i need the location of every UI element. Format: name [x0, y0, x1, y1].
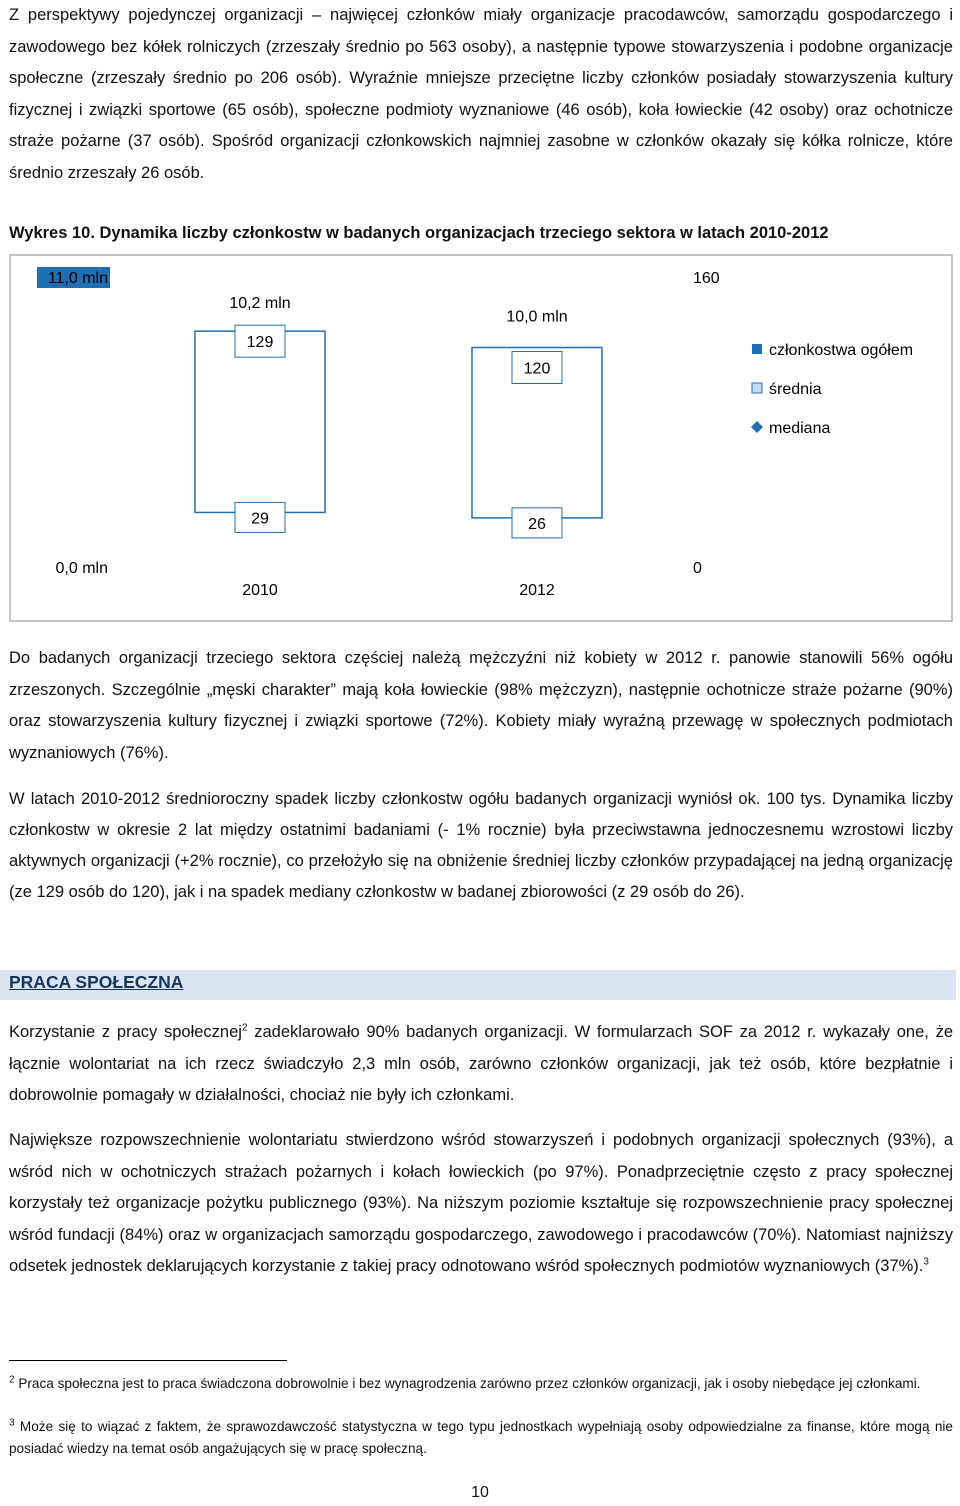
- section-header: [0, 970, 956, 1000]
- total-value-label-2010: 10,2 mln: [229, 295, 291, 313]
- footnote-ref-3[interactable]: 3: [923, 1256, 929, 1268]
- footnote-3-text: Może się to wiązać z faktem, że sprawozdawczość statystyczna w tego typu jednostkach wypełniają osoby odpowiedzialne za finanse, które mogą nie posiadać wiedzy na temat osób angażujących się w pracę społeczną.: [9, 1419, 953, 1456]
- footnote-3: [9, 1416, 953, 1460]
- footnote-3-number: 3: [9, 1417, 15, 1429]
- paragraph-dynamics: W latach 2010-2012 średnioroczny spadek liczby członkostw ogółu badanych organizacji wyniósł ok. 100 tys. Dynamika liczby członkostw w okresie 2 lat między ostatnimi badaniami (- 1% rocznie) była przeciwstawna jednoczesnemu wzrostowi liczby aktywnych organizacji (+2% rocznie), co przełożyło się na obniżenie średniej liczby członków przypadającej na jedną organizację (ze 129 osób do 120), jak i na spadek mediany członkostw w badanej zbiorowości (z 29 osób do 26).: [9, 790, 953, 901]
- legend-swatch-total: [752, 344, 762, 354]
- footnote-2-text: Praca społeczna jest to praca świadczona dobrowolnie i bez wynagrodzenia zarówno przez członków organizacji, jak i osoby niebędące jej członkami.: [14, 1376, 921, 1391]
- footnote-2: [9, 1373, 953, 1395]
- average-bar-2010: [195, 331, 325, 512]
- legend-label-total: członkostwa ogółem: [769, 342, 914, 359]
- paragraph-volunteering: [9, 1017, 953, 1112]
- left-axis-tick-max: 11,0 mln: [47, 270, 108, 287]
- paragraph-gender: Do badanych organizacji trzeciego sektora częściej należą mężczyźni niż kobiety w 2012 r. panowie stanowili 56% ogółu zrzeszonych. Szczególnie „męski charakter” mają koła łowieckie (98% mężczyzn), następnie ochotnicze straże pożarne (90%) oraz stowarzyszenia kultury fizycznej i związki sportowe (72%). Kobiety miały wyraźną przewagę w społecznych podmiotach wyznaniowych (76%).: [9, 649, 953, 762]
- left-axis-tick-min: 0,0 mln: [55, 560, 108, 577]
- right-axis-tick-max: 160: [693, 270, 720, 287]
- paragraph-volunteering-spread: [9, 1125, 953, 1283]
- right-axis-tick-min: 0: [693, 560, 702, 577]
- p4-text-start: Korzystanie z pracy społecznej: [9, 1023, 242, 1041]
- section-title: PRACA SPOŁECZNA: [9, 972, 184, 992]
- legend-swatch-average: [752, 383, 762, 393]
- p5-text: Największe rozpowszechnienie wolontariatu stwierdzono wśród stowarzyszeń i podobnych organizacji społecznych (93%), a wśród nich w ochotniczych strażach pożarnych i kołach łowieckich (po 97%). Ponadprzeciętnie często z pracy społecznej korzystały też organizacje pożytku publicznego (93%). Na niższym poziomie kształtuje się rozpowszechnienie pracy społecznej wśród fundacji (84%) oraz w organizacjach samorządu gospodarczego, zawodowego i pracodawców (70%). Natomiast najniższy odsetek jednostek deklarujących korzystanie z takiej pracy odnotowano wśród społecznych podmiotów wyznaniowych (37%).: [9, 1131, 953, 1275]
- total-value-label-2012: 10,0 mln: [506, 308, 568, 326]
- legend-label-median: mediana: [769, 420, 831, 437]
- p4-text-end: zadeklarowało 90% badanych organizacji. W formularzach SOF za 2012 r. wykazały one, że łącznie wolontariat na ich rzecz świadczyło 2,3 mln osób, zarówno członków organizacji, jak też osób, które bezpłatnie i dobrowolnie pomagały w działalności, chociaż nie były ich członkami.: [9, 1023, 954, 1104]
- median-value-label-2010: 29: [251, 510, 269, 528]
- footnote-2-number: 2: [9, 1374, 15, 1386]
- legend-label-average: średnia: [769, 381, 822, 398]
- footnote-ref-2[interactable]: 2: [241, 1022, 248, 1034]
- median-value-label-2012: 26: [528, 515, 546, 533]
- footnote-divider: [9, 1360, 287, 1361]
- chart-caption: Wykres 10. Dynamika liczby członkostw w badanych organizacjach trzeciego sektora w latach 2010-2012: [9, 224, 829, 242]
- x-axis-label-2012: 2012: [519, 582, 555, 599]
- page-number: 10: [471, 1484, 489, 1501]
- average-value-label-2012: 120: [523, 360, 551, 378]
- average-value-label-2010: 129: [246, 334, 274, 352]
- membership-chart: [9, 254, 953, 622]
- paragraph-org-members: Z perspektywy pojedynczej organizacji – najwięcej członków miały organizacje pracodawców, samorządu gospodarczego i zawodowego bez kółek rolniczych (zrzeszały średnio po 563 osoby), a następnie typowe stowarzyszenia i podobne organizacje społeczne (zrzeszały średnio po 206 osób). Wyraźnie mniejsze przeciętne liczby członków posiadały stowarzyszenia kultury fizycznej i związki sportowe (65 osób), społeczne podmioty wyznaniowe (46 osób), koła łowieckie (42 osoby) oraz ochotnicze straże pożarne (37 osób). Spośród organizacji członkowskich najmniej zasobne w członków okazały się kółka rolnicze, które średnio zrzeszały 26 osób.: [9, 6, 953, 182]
- x-axis-label-2010: 2010: [242, 582, 278, 599]
